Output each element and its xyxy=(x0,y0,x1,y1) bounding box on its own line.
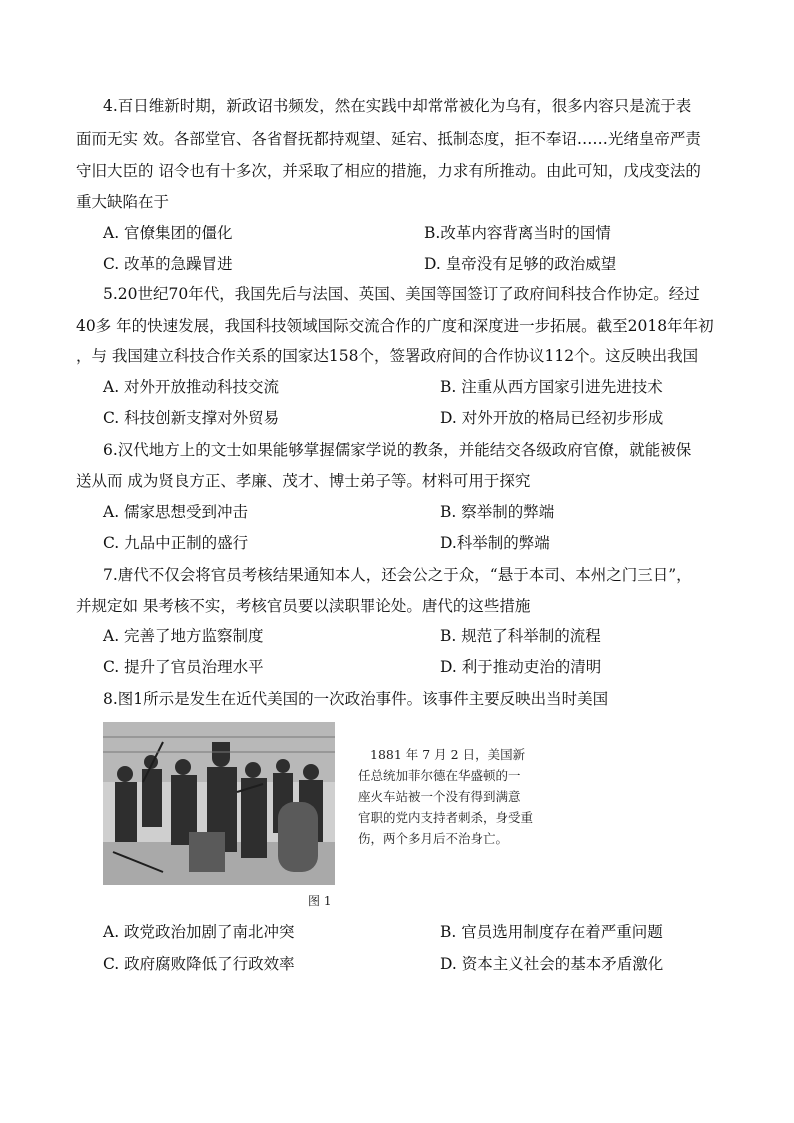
caption-line-2: 任总统加菲尔德在华盛顿的一 xyxy=(358,768,521,783)
q4-option-d[interactable]: D. 皇帝没有足够的政治威望 xyxy=(424,255,617,273)
q5-line-2: 40多 年的快速发展，我国科技领域国际交流合作的广度和深度进一步拓展。截至2018年年初 xyxy=(76,317,714,335)
caption-line-5: 伤，两个多月后不治身亡。 xyxy=(358,831,509,846)
q4-option-c[interactable]: C. 改革的急躁冒进 xyxy=(103,255,233,273)
q4-line-1: 4.百日维新时期，新政诏书频发，然在实践中却常常被化为乌有，很多内容只是流于表 xyxy=(103,97,692,115)
q5-option-a[interactable]: A. 对外开放推动科技交流 xyxy=(103,378,280,396)
q6-option-d[interactable]: D.科举制的弊端 xyxy=(440,534,550,552)
caption-line-3: 座火车站被一个没有得到满意 xyxy=(358,789,521,804)
caption-line-4: 官职的党内支持者刺杀，身受重 xyxy=(358,810,534,825)
q8-option-d[interactable]: D. 资本主义社会的基本矛盾激化 xyxy=(440,955,664,973)
q5-option-b[interactable]: B. 注重从西方国家引进先进技术 xyxy=(440,378,663,396)
q4-option-a[interactable]: A. 官僚集团的僵化 xyxy=(103,224,233,242)
q7-option-c[interactable]: C. 提升了官员治理水平 xyxy=(103,658,264,676)
figure-caption-text xyxy=(358,744,658,849)
q7-line-2: 并规定如 果考核不实，考核官员要以渎职罪论处。唐代的这些措施 xyxy=(76,597,531,615)
q7-option-a[interactable]: A. 完善了地方监察制度 xyxy=(103,627,264,645)
q4-line-4: 重大缺陷在于 xyxy=(76,193,170,211)
q4-line-2: 面而无实 效。各部堂官、各省督抚都持观望、延宕、抵制态度，拒不奉诏……光绪皇帝严责 xyxy=(76,130,701,148)
q6-option-c[interactable]: C. 九品中正制的盛行 xyxy=(103,534,249,552)
figure-label: 图 1 xyxy=(308,894,332,908)
q5-option-d[interactable]: D. 对外开放的格局已经初步形成 xyxy=(440,409,664,427)
q8-option-b[interactable]: B. 官员选用制度存在着严重问题 xyxy=(440,923,663,941)
assassination-engraving-image xyxy=(103,722,335,885)
q8-line-1: 8.图1所示是发生在近代美国的一次政治事件。该事件主要反映出当时美国 xyxy=(103,690,609,708)
q7-option-d[interactable]: D. 利于推动吏治的清明 xyxy=(440,658,602,676)
q4-line-3: 守旧大臣的 诏令也有十多次，并采取了相应的措施，力求有所推动。由此可知，戊戌变法的 xyxy=(76,162,701,180)
q7-option-b[interactable]: B. 规范了科举制的流程 xyxy=(440,627,601,645)
q4-option-b[interactable]: B.改革内容背离当时的国情 xyxy=(424,224,611,242)
q6-line-2: 送从而 成为贤良方正、孝廉、茂才、博士弟子等。材料可用于探究 xyxy=(76,472,531,490)
caption-line-1: 1881 年 7 月 2 日，美国新 xyxy=(370,747,526,762)
q6-line-1: 6.汉代地方上的文士如果能够掌握儒家学说的教条，并能结交各级政府官僚，就能被保 xyxy=(103,441,692,459)
q5-line-3: ，与 我国建立科技合作关系的国家达158个，签署政府间的合作协议112个。这反映出我国 xyxy=(76,347,699,365)
q5-option-c[interactable]: C. 科技创新支撑对外贸易 xyxy=(103,409,280,427)
q7-line-1: 7.唐代不仅会将官员考核结果通知本人，还会公之于众，“悬于本司、本州之门三日”， xyxy=(103,566,692,584)
q5-line-1: 5.20世纪70年代，我国先后与法国、英国、美国等国签订了政府间科技合作协定。经过 xyxy=(103,285,700,303)
q6-option-b[interactable]: B. 察举制的弊端 xyxy=(440,503,555,521)
q8-option-c[interactable]: C. 政府腐败降低了行政效率 xyxy=(103,955,295,973)
q6-option-a[interactable]: A. 儒家思想受到冲击 xyxy=(103,503,249,521)
q8-option-a[interactable]: A. 政党政治加剧了南北冲突 xyxy=(103,923,295,941)
